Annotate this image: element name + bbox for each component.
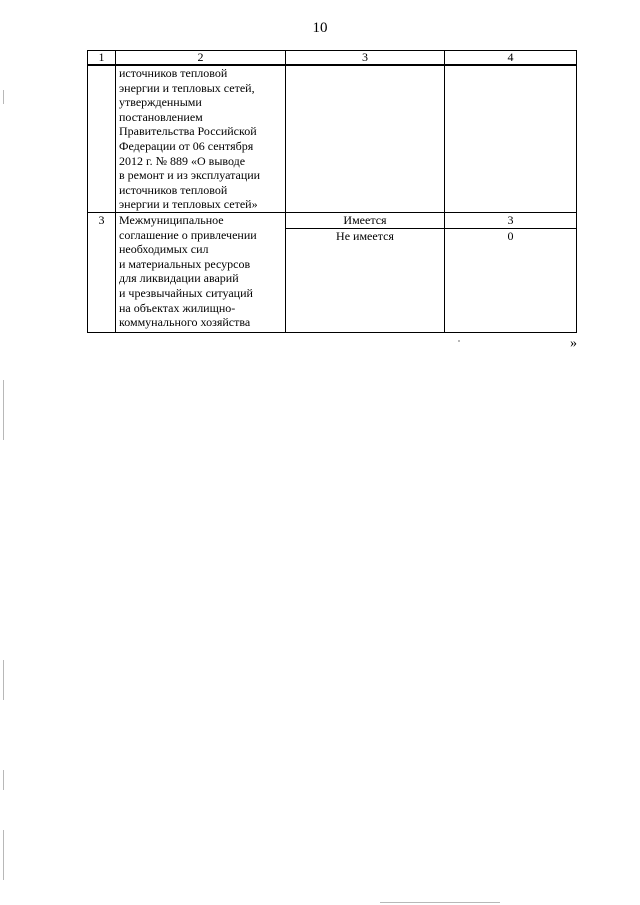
- scan-artifact: [380, 902, 500, 903]
- option-score-cell: 3: [445, 212, 577, 228]
- item-number-cell: 3: [88, 212, 116, 332]
- item-description-cell: Межмуниципальное соглашение о привлечении необходимых сил и материальных ресурсов для ликвидации аварий и чрезвычайных ситуаций на объектах жилищно- коммунального хозяйства: [116, 212, 286, 332]
- closing-quote: »: [570, 336, 577, 351]
- header-col-1: 1: [88, 51, 116, 66]
- scan-artifact: [3, 660, 4, 700]
- continuation-description-cell: источников тепловой энергии и тепловых сетей, утвержденными постановлением Правительства Российской Федерации от 06 сентября 2012 г. № 889 «О выводе в ремонт и из эксплуатации источников тепловой энергии и тепловых сетей»: [116, 65, 286, 212]
- page-number: 10: [312, 20, 328, 36]
- header-col-4: 4: [445, 51, 577, 66]
- scan-artifact: [3, 90, 4, 104]
- scan-artifact: [458, 340, 460, 342]
- continuation-value-cell: [286, 65, 445, 212]
- scan-artifact: [3, 770, 4, 790]
- scan-artifact: [3, 380, 4, 440]
- header-col-2: 2: [116, 51, 286, 66]
- table-row-item-3: [88, 212, 577, 228]
- table-row-continuation: [88, 65, 577, 212]
- table-header-row: [88, 51, 577, 66]
- continuation-score-cell: [445, 65, 577, 212]
- criteria-table: [87, 50, 577, 333]
- option-value-cell: Имеется: [286, 212, 445, 228]
- header-col-3: 3: [286, 51, 445, 66]
- option-value-cell: Не имеется: [286, 228, 445, 332]
- option-score-cell: 0: [445, 228, 577, 332]
- scan-artifact: [3, 830, 4, 880]
- continuation-number-cell: [88, 65, 116, 212]
